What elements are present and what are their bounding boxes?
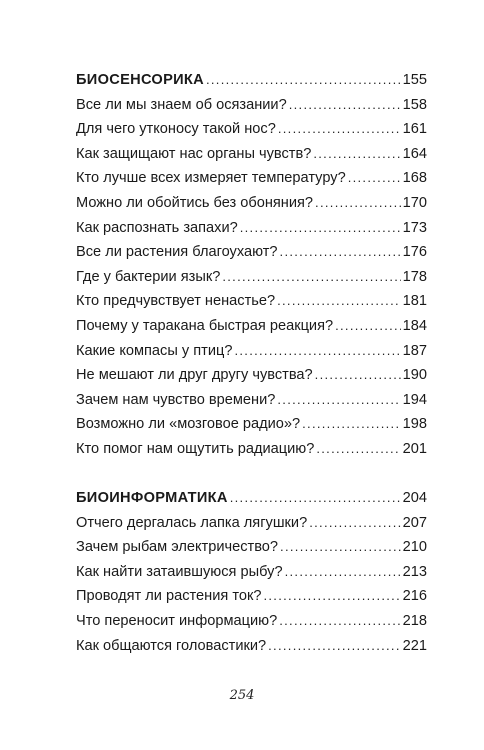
page-number: 173 [402, 219, 427, 236]
entry-title: Возможно ли «мозговое радио»? [76, 416, 301, 433]
toc-entry [76, 240, 427, 265]
table-of-contents [76, 0, 427, 750]
dot-leader [315, 191, 401, 216]
page-number: 178 [402, 268, 427, 285]
dot-leader [313, 142, 400, 167]
dot-leader [278, 117, 401, 142]
toc-entry [76, 265, 427, 290]
entry-title: Кто лучше всех измеряет температуру? [76, 170, 346, 187]
entry-title: Для чего утконосу такой нос? [76, 121, 276, 138]
section-title: БИОСЕНСОРИКА [76, 72, 204, 88]
dot-leader [348, 166, 401, 191]
dot-leader [268, 634, 401, 659]
toc-entry [76, 363, 427, 388]
page-number: 198 [402, 416, 427, 433]
page-number: 181 [402, 293, 427, 310]
page-number: 158 [402, 96, 427, 113]
page-number: 194 [402, 391, 427, 408]
entry-title: Как распознать запахи? [76, 219, 238, 236]
dot-leader [280, 535, 401, 560]
page-number: 161 [402, 121, 427, 138]
dot-leader [234, 339, 400, 364]
page-number: 204 [402, 490, 427, 506]
toc-section-biosensorics [76, 68, 427, 462]
dot-leader [316, 437, 400, 462]
dot-leader [285, 560, 401, 585]
dot-leader [279, 609, 400, 634]
toc-entry [76, 93, 427, 118]
page-folio-number: 254 [229, 688, 255, 703]
entry-title: Как найти затаившуюся рыбу? [76, 563, 283, 580]
page-number: 213 [402, 563, 427, 580]
page-number: 201 [402, 440, 427, 457]
dot-leader [206, 68, 401, 93]
toc-entry [76, 511, 427, 536]
entry-title: Как общаются головастики? [76, 637, 267, 654]
entry-title: Почему у таракана быстрая реакция? [76, 317, 334, 334]
page-number: 176 [402, 244, 427, 261]
dot-leader [230, 486, 401, 511]
toc-entry [76, 166, 427, 191]
entry-title: Не мешают ли друг другу чувства? [76, 367, 313, 384]
toc-entry [76, 437, 427, 462]
toc-section-bioinformatics [76, 486, 427, 658]
toc-entry [76, 634, 427, 659]
dot-leader [315, 363, 401, 388]
dot-leader [277, 289, 401, 314]
entry-title: Что переносит информацию? [76, 612, 278, 629]
dot-leader [335, 314, 401, 339]
page-number: 168 [402, 170, 427, 187]
toc-entry [76, 289, 427, 314]
toc-entry [76, 584, 427, 609]
entry-title: Какие компасы у птиц? [76, 342, 233, 359]
toc-entry [76, 117, 427, 142]
entry-title: Как защищают нас органы чувств? [76, 145, 312, 162]
entry-title: Все ли растения благоухают? [76, 244, 278, 261]
page-number: 216 [402, 588, 427, 605]
dot-leader [289, 93, 401, 118]
page-number: 184 [402, 317, 427, 334]
entry-title: Кто предчувствует ненастье? [76, 293, 276, 310]
toc-entry [76, 339, 427, 364]
dot-leader [240, 216, 401, 241]
toc-entry [76, 388, 427, 413]
page-number: 187 [402, 342, 427, 359]
page-number: 221 [402, 637, 427, 654]
toc-entry [76, 216, 427, 241]
entry-title: Зачем нам чувство времени? [76, 391, 276, 408]
entry-title: Отчего дергалась лапка лягушки? [76, 514, 308, 531]
page-number: 207 [402, 514, 427, 531]
entry-title: Где у бактерии язык? [76, 268, 221, 285]
toc-entry [76, 412, 427, 437]
toc-entry [76, 609, 427, 634]
entry-title: Зачем рыбам электричество? [76, 539, 279, 556]
section-title: БИОИНФОРМАТИКА [76, 490, 228, 506]
page-number: 155 [402, 72, 427, 88]
page-number: 164 [402, 145, 427, 162]
toc-entry [76, 560, 427, 585]
entry-title: Кто помог нам ощутить радиацию? [76, 440, 315, 457]
entry-title: Проводят ли растения ток? [76, 588, 262, 605]
page-number: 218 [402, 612, 427, 629]
toc-entry [76, 191, 427, 216]
dot-leader [302, 412, 401, 437]
toc-entry [76, 535, 427, 560]
toc-entry [76, 314, 427, 339]
entry-title: Все ли мы знаем об осязании? [76, 96, 287, 113]
dot-leader [277, 388, 400, 413]
dot-leader [309, 511, 400, 536]
page-number: 190 [402, 367, 427, 384]
page-number: 170 [402, 194, 427, 211]
dot-leader [222, 265, 400, 290]
dot-leader [263, 584, 400, 609]
dot-leader [280, 240, 401, 265]
toc-section-heading [76, 486, 427, 511]
entry-title: Можно ли обойтись без обоняния? [76, 194, 314, 211]
toc-entry [76, 142, 427, 167]
page-number: 210 [402, 539, 427, 556]
toc-section-heading [76, 68, 427, 93]
